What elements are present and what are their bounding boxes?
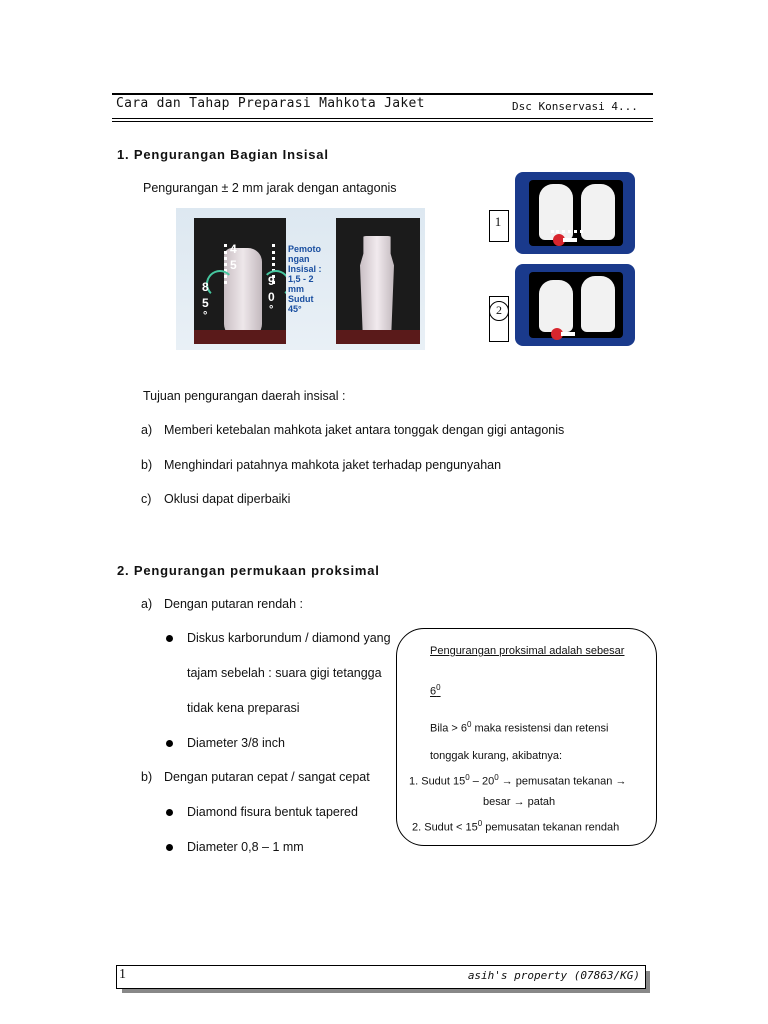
header-top-rule xyxy=(112,93,653,95)
label-5: 5 xyxy=(230,258,237,272)
caption-line: Sudut xyxy=(288,294,314,304)
photo-caption xyxy=(288,244,340,314)
bullet xyxy=(166,809,173,816)
tooth-photo xyxy=(176,208,425,350)
sec2-b-bullet1: Diamond fisura bentuk tapered xyxy=(187,805,358,819)
bullet xyxy=(166,635,173,642)
bullet xyxy=(166,844,173,851)
caption-line: ngan xyxy=(288,254,310,264)
sec2-a-marker: a) xyxy=(141,597,153,611)
tooth-diagram-1-bg xyxy=(529,180,623,246)
note-line2: $6^0$ xyxy=(430,683,441,698)
page-number: 1 xyxy=(119,967,126,982)
sec2-b-marker: b) xyxy=(141,770,153,784)
caption-line: 1,5 - 2 xyxy=(288,274,314,284)
bur-shaft xyxy=(561,332,575,336)
sec2-a-bullet1-line2: tajam sebelah : suara gigi tetangga xyxy=(187,666,382,680)
note-item2: 2. Sudut < $15^0$ pemusatan tekanan rendah xyxy=(412,819,620,834)
tooth-diagram-2 xyxy=(515,264,635,346)
item-c-marker: c) xyxy=(141,492,152,506)
item-b-text: Menghindari patahnya mahkota jaket terhadap pengunyahan xyxy=(164,458,502,472)
incisor-left-reduced xyxy=(539,280,573,332)
note-line4: tonggak kurang, akibatnya: xyxy=(430,750,563,762)
note-item1: 1. Sudut $15^0 - 20^0$ → pemusatan tekanan → xyxy=(409,773,627,788)
angle-arc xyxy=(206,270,234,298)
tooth-photo-left-panel xyxy=(194,218,286,344)
note-line3: Bila > $6^0$ maka resistensi dan retensi xyxy=(430,720,609,735)
label-degree-b: ° xyxy=(269,304,274,316)
step-label-2: 2 xyxy=(496,303,502,317)
section1-title: 1. Pengurangan Bagian Insisal xyxy=(117,147,329,162)
label-8: 8 xyxy=(202,280,209,294)
tooth-photo-left-red-base xyxy=(194,330,286,344)
item-b-marker: b) xyxy=(141,458,153,472)
header-bottom-rule-2 xyxy=(112,121,653,122)
sec2-a-bullet1-line3: tidak kena preparasi xyxy=(187,701,300,715)
section2-title: 2. Pengurangan permukaan proksimal xyxy=(117,563,380,578)
sec2-b-bullet2: Diameter 0,8 – 1 mm xyxy=(187,840,304,854)
purpose-title: Tujuan pengurangan daerah insisal : xyxy=(143,389,346,403)
label-9: 9 xyxy=(268,274,275,288)
note-item1-cont: besar → patah xyxy=(483,796,556,808)
bur-shaft xyxy=(563,238,577,242)
footer-property: asih's property (07863/KG) xyxy=(467,969,640,982)
tooth-diagram-1 xyxy=(515,172,635,254)
prepared-tooth xyxy=(360,236,394,334)
step-label-1: 1 xyxy=(494,214,502,229)
reduction-dots xyxy=(551,230,583,233)
sec2-a-bullet1-line1: Diskus karborundum / diamond yang xyxy=(187,631,391,645)
header-title: Cara dan Tahap Preparasi Mahkota Jaket xyxy=(116,96,425,111)
item-a-marker: a) xyxy=(141,423,153,437)
tooth-diagram-2-bg xyxy=(529,272,623,338)
section1-intro: Pengurangan ± 2 mm jarak dengan antagonis xyxy=(143,181,397,195)
caption-line: Insisal : xyxy=(288,264,322,274)
caption-line: 45° xyxy=(288,304,302,314)
incisor-right xyxy=(581,276,615,332)
sec2-a-text: Dengan putaran rendah : xyxy=(164,597,303,611)
label-5b: 5 xyxy=(202,296,209,310)
caption-line: mm xyxy=(288,284,305,294)
note-line1: Pengurangan proksimal adalah sebesar xyxy=(430,645,625,657)
label-degree-a: ° xyxy=(203,310,208,322)
item-a-text: Memberi ketebalan mahkota jaket antara tonggak dengan gigi antagonis xyxy=(164,423,565,437)
label-4: 4 xyxy=(230,242,237,256)
header-bottom-rule xyxy=(112,118,653,119)
caption-line: Pemoto xyxy=(288,244,322,254)
tooth-photo-right-red-base xyxy=(336,330,420,344)
note-box xyxy=(396,628,657,846)
header-course: Dsc Konservasi 4... xyxy=(512,100,638,113)
sec2-a-bullet2: Diameter 3/8 inch xyxy=(187,736,285,750)
sec2-b-text: Dengan putaran cepat / sangat cepat xyxy=(164,770,370,784)
label-0: 0 xyxy=(268,290,275,304)
incisor-right xyxy=(581,184,615,240)
bullet xyxy=(166,740,173,747)
tooth-photo-right-panel xyxy=(336,218,420,344)
item-c-text: Oklusi dapat diperbaiki xyxy=(164,492,291,506)
